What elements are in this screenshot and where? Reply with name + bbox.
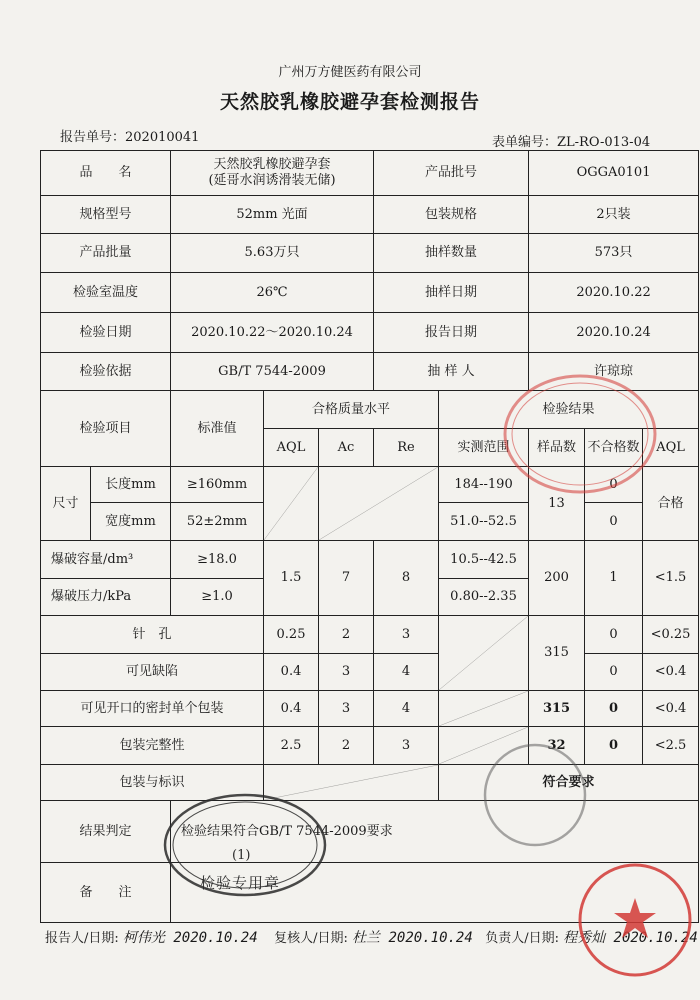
width-defect: 0 [585, 503, 643, 541]
seal-range-crossed [439, 691, 529, 727]
label-sampler: 抽 样 人 [374, 353, 529, 391]
label-temp: 检验室温度 [41, 273, 171, 313]
header-sample-count: 样品数 [529, 429, 585, 467]
remark-label: 备 注 [41, 863, 171, 923]
value-spec: 52mm 光面 [171, 196, 374, 234]
label-sample-qty: 抽样数量 [374, 234, 529, 273]
reporter-signature: 柯伟光 2020.10.24 [122, 930, 258, 946]
product-name-line1: 天然胶乳橡胶避孕套 [213, 157, 331, 173]
length-label: 长度mm [91, 467, 171, 503]
label-inspect-date: 检验日期 [41, 313, 171, 353]
pack-integrity-sample: 32 [529, 727, 585, 765]
value-batch: OGGA0101 [529, 151, 699, 196]
visible-defect-defect: 0 [585, 654, 643, 691]
form-number: 表单编号：ZL-RO-013-04 [492, 135, 651, 150]
manager-label: 负责人/日期: [485, 931, 559, 946]
manager-signature: 程秀灿 2020.10.24 [563, 930, 698, 946]
burst-volume-label [41, 541, 171, 579]
pinhole-range-crossed [439, 616, 529, 691]
seal-ac: 3 [319, 691, 374, 727]
marking-result: 符合要求 [439, 765, 699, 801]
visible-defect-ac: 3 [319, 654, 374, 691]
value-product-name [171, 151, 374, 196]
size-ac-re-crossed [319, 467, 439, 541]
reviewer-label: 复核人/日期: [274, 931, 348, 946]
value-report-date: 2020.10.24 [529, 313, 699, 353]
width-range: 51.0--52.5 [439, 503, 529, 541]
header-standard: 标准值 [171, 391, 264, 467]
header-aql-group: 合格质量水平 [264, 391, 439, 429]
label-product-name: 品 名 [41, 151, 171, 196]
marking-label: 包装与标识 [41, 765, 264, 801]
company-name: 广州万方健医药有限公司 [278, 65, 422, 80]
size-aql-crossed [264, 467, 319, 541]
seal-result: <0.4 [643, 691, 699, 727]
label-pack: 包装规格 [374, 196, 529, 234]
visible-defect-re: 4 [374, 654, 439, 691]
visible-defect-label: 可见缺陷 [41, 654, 264, 691]
header-re: Re [374, 429, 439, 467]
size-label: 尺寸 [41, 467, 91, 541]
label-basis: 检验依据 [41, 353, 171, 391]
product-name-line2: (延哥水润诱滑装无储) [208, 173, 336, 188]
value-lot-qty: 5.63万只 [171, 234, 374, 273]
inspection-seal-number: (1) [232, 848, 251, 863]
pinhole-result: <0.25 [643, 616, 699, 654]
burst-defect: 1 [585, 541, 643, 616]
burst-re: 8 [374, 541, 439, 616]
label-lot-qty: 产品批量 [41, 234, 171, 273]
seal-label: 可见开口的密封单个包装 [41, 691, 264, 727]
quality-seal-grey [480, 740, 590, 850]
value-basis: GB/T 7544-2009 [171, 353, 374, 391]
pack-integrity-re: 3 [374, 727, 439, 765]
value-inspect-date: 2020.10.22～2020.10.24 [171, 313, 374, 353]
header-ac: Ac [319, 429, 374, 467]
burst-volume-text: 爆破容量/dm³ [51, 551, 134, 567]
pinhole-defect-sample: 315 [529, 616, 585, 691]
value-temp: 26℃ [171, 273, 374, 313]
red-company-seal [500, 372, 660, 497]
suzhou-quality-seal [575, 860, 695, 980]
seal-aql: 0.4 [264, 691, 319, 727]
pinhole-aql: 0.25 [264, 616, 319, 654]
label-sample-date: 抽样日期 [374, 273, 529, 313]
header-result-group: 检验结果 [439, 391, 699, 429]
size-result: 合格 [643, 467, 699, 541]
reviewer-signature: 杜兰 2020.10.24 [352, 930, 473, 946]
pack-integrity-result: <2.5 [643, 727, 699, 765]
burst-volume-range: 10.5--42.5 [439, 541, 529, 579]
burst-pressure-range: 0.80--2.35 [439, 579, 529, 616]
header-aql: AQL [264, 429, 319, 467]
inspection-seal-label: 检验专用章 [200, 874, 281, 892]
burst-volume-standard: ≥18.0 [171, 541, 264, 579]
width-label: 宽度mm [91, 503, 171, 541]
label-batch: 产品批号 [374, 151, 529, 196]
value-sample-qty: 573只 [529, 234, 699, 273]
inspection-report-table [40, 150, 699, 923]
length-defect: 0 [585, 467, 643, 503]
burst-aql: 1.5 [264, 541, 319, 616]
value-pack: 2只装 [529, 196, 699, 234]
burst-pressure-standard: ≥1.0 [171, 579, 264, 616]
reporter-label: 报告人/日期: [45, 931, 119, 946]
conclusion-value: 检验结果符合GB/T 7544-2009要求 [171, 801, 699, 863]
width-standard: 52±2mm [171, 503, 264, 541]
header-result-aql: AQL [643, 429, 699, 467]
document-title: 天然胶乳橡胶避孕套检测报告 [219, 91, 480, 113]
burst-pressure-label: 爆破压力/kPa [41, 579, 171, 616]
seal-re: 4 [374, 691, 439, 727]
size-sample: 13 [529, 467, 585, 541]
visible-defect-aql: 0.4 [264, 654, 319, 691]
header-item: 检验项目 [41, 391, 171, 467]
burst-sample: 200 [529, 541, 585, 616]
burst-ac: 7 [319, 541, 374, 616]
visible-defect-result: <0.4 [643, 654, 699, 691]
header-range: 实测范围 [439, 429, 529, 467]
pack-integrity-ac: 2 [319, 727, 374, 765]
pack-integrity-aql: 2.5 [264, 727, 319, 765]
report-number: 报告单号：202010041 [60, 130, 200, 145]
pinhole-defect: 0 [585, 616, 643, 654]
pinhole-label: 针 孔 [41, 616, 264, 654]
seal-sample: 315 [529, 691, 585, 727]
burst-result: <1.5 [643, 541, 699, 616]
header-defect-count: 不合格数 [585, 429, 643, 467]
value-sample-date: 2020.10.22 [529, 273, 699, 313]
conclusion-label: 结果判定 [41, 801, 171, 863]
pinhole-ac: 2 [319, 616, 374, 654]
length-range: 184--190 [439, 467, 529, 503]
label-report-date: 报告日期 [374, 313, 529, 353]
seal-defect: 0 [585, 691, 643, 727]
pack-integrity-defect: 0 [585, 727, 643, 765]
length-standard: ≥160mm [171, 467, 264, 503]
label-spec: 规格型号 [41, 196, 171, 234]
value-sampler: 许琼琼 [529, 353, 699, 391]
pack-integrity-label: 包装完整性 [41, 727, 264, 765]
pinhole-re: 3 [374, 616, 439, 654]
